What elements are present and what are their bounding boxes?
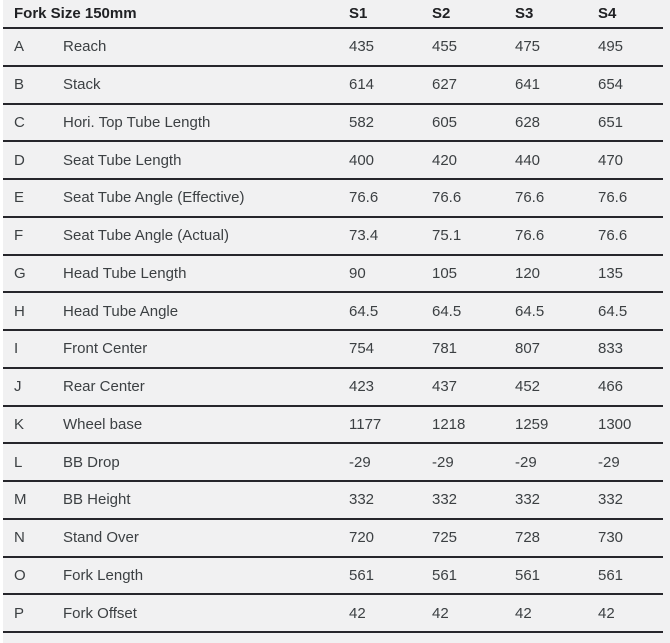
table-row [3,293,663,331]
table-row [3,520,663,558]
row-letter: K [14,415,25,433]
row-label: BB Drop [63,453,120,471]
row-label: Rear Center [63,378,145,396]
row-label: Hori. Top Tube Length [63,113,211,131]
row-letter: H [14,302,25,320]
row-value-s3: 64.5 [515,302,545,320]
row-value-s2: 725 [432,529,458,547]
row-value-s4: 651 [598,113,624,131]
row-value-s1: 332 [349,491,375,509]
row-value-s2: 605 [432,113,458,131]
table-row [3,105,663,143]
table-row [3,369,663,407]
column-header-s4: S4 [598,5,617,22]
row-value-s4: -29 [598,453,620,471]
row-value-s1: -29 [349,453,371,471]
row-value-s2: 76.6 [432,189,462,207]
row-label: BB Height [63,491,131,509]
column-header-s2: S2 [432,5,451,22]
row-label: Stand Over [63,529,139,547]
table-row [3,595,663,633]
row-label: Fork Length [63,566,144,584]
row-value-s2: -29 [432,453,454,471]
row-value-s1: 435 [349,38,375,56]
row-value-s2: 420 [432,151,458,169]
row-value-s3: 452 [515,378,541,396]
row-value-s1: 42 [349,604,366,622]
row-value-s1: 90 [349,264,366,282]
table-row [3,218,663,256]
row-value-s1: 754 [349,340,375,358]
row-letter: O [14,566,26,584]
row-label: Seat Tube Angle (Actual) [63,227,229,245]
row-value-s2: 781 [432,340,458,358]
table-row [3,407,663,445]
row-value-s3: 561 [515,566,541,584]
row-value-s2: 1218 [432,415,466,433]
row-value-s1: 720 [349,529,375,547]
row-letter: F [14,227,24,245]
row-value-s4: 470 [598,151,624,169]
row-value-s3: -29 [515,453,537,471]
geometry-table [3,0,670,643]
table-title: Fork Size 150mm [14,5,137,22]
table-body [3,29,670,633]
row-value-s1: 423 [349,378,375,396]
row-value-s3: 42 [515,604,532,622]
row-value-s3: 440 [515,151,541,169]
row-letter: J [14,378,22,396]
row-label: Reach [63,38,107,56]
row-value-s4: 833 [598,340,624,358]
table-row [3,331,663,369]
row-letter: I [14,340,19,358]
row-value-s2: 455 [432,38,458,56]
row-value-s1: 561 [349,566,375,584]
row-letter: M [14,491,27,509]
row-value-s1: 614 [349,76,375,94]
row-value-s4: 76.6 [598,189,628,207]
row-value-s2: 332 [432,491,458,509]
row-letter: G [14,264,26,282]
row-value-s1: 1177 [349,415,382,433]
row-label: Head Tube Length [63,264,187,282]
row-value-s2: 64.5 [432,302,462,320]
table-header-row [3,0,663,29]
row-value-s3: 1259 [515,415,549,433]
row-value-s2: 42 [432,604,449,622]
row-value-s2: 627 [432,76,458,94]
row-value-s4: 1300 [598,415,632,433]
row-value-s3: 641 [515,76,541,94]
row-letter: C [14,113,25,131]
table-row [3,142,663,180]
row-letter: L [14,453,23,471]
row-value-s3: 628 [515,113,541,131]
row-value-s1: 76.6 [349,189,379,207]
column-header-s1: S1 [349,5,368,22]
row-value-s2: 105 [432,264,458,282]
row-letter: N [14,529,25,547]
row-value-s4: 561 [598,566,624,584]
row-label: Seat Tube Angle (Effective) [63,189,245,207]
row-value-s1: 64.5 [349,302,379,320]
row-value-s4: 654 [598,76,624,94]
row-label: Head Tube Angle [63,302,179,320]
row-value-s1: 582 [349,113,375,131]
row-label: Seat Tube Length [63,151,182,169]
table-row [3,482,663,520]
row-value-s1: 400 [349,151,375,169]
row-letter: B [14,76,25,94]
table-row [3,558,663,596]
row-value-s4: 42 [598,604,615,622]
row-value-s4: 64.5 [598,302,628,320]
row-value-s4: 135 [598,264,624,282]
row-value-s2: 75.1 [432,227,462,245]
row-letter: P [14,604,25,622]
row-value-s3: 76.6 [515,227,545,245]
row-value-s4: 332 [598,491,624,509]
row-value-s1: 73.4 [349,227,379,245]
table-row [3,29,663,67]
column-header-s3: S3 [515,5,534,22]
row-value-s4: 76.6 [598,227,628,245]
row-value-s4: 466 [598,378,624,396]
row-letter: D [14,151,25,169]
table-row [3,67,663,105]
row-value-s3: 332 [515,491,541,509]
row-value-s3: 475 [515,38,541,56]
row-letter: A [14,38,25,56]
row-value-s3: 807 [515,340,541,358]
row-value-s3: 120 [515,264,541,282]
row-label: Front Center [63,340,148,358]
row-label: Wheel base [63,415,143,433]
row-value-s4: 495 [598,38,624,56]
table-row [3,256,663,294]
row-value-s3: 728 [515,529,541,547]
row-letter: E [14,189,25,207]
row-label: Fork Offset [63,604,137,622]
row-label: Stack [63,76,101,94]
table-row [3,444,663,482]
row-value-s4: 730 [598,529,624,547]
row-value-s3: 76.6 [515,189,545,207]
row-value-s2: 437 [432,378,458,396]
row-value-s2: 561 [432,566,458,584]
table-row [3,180,663,218]
